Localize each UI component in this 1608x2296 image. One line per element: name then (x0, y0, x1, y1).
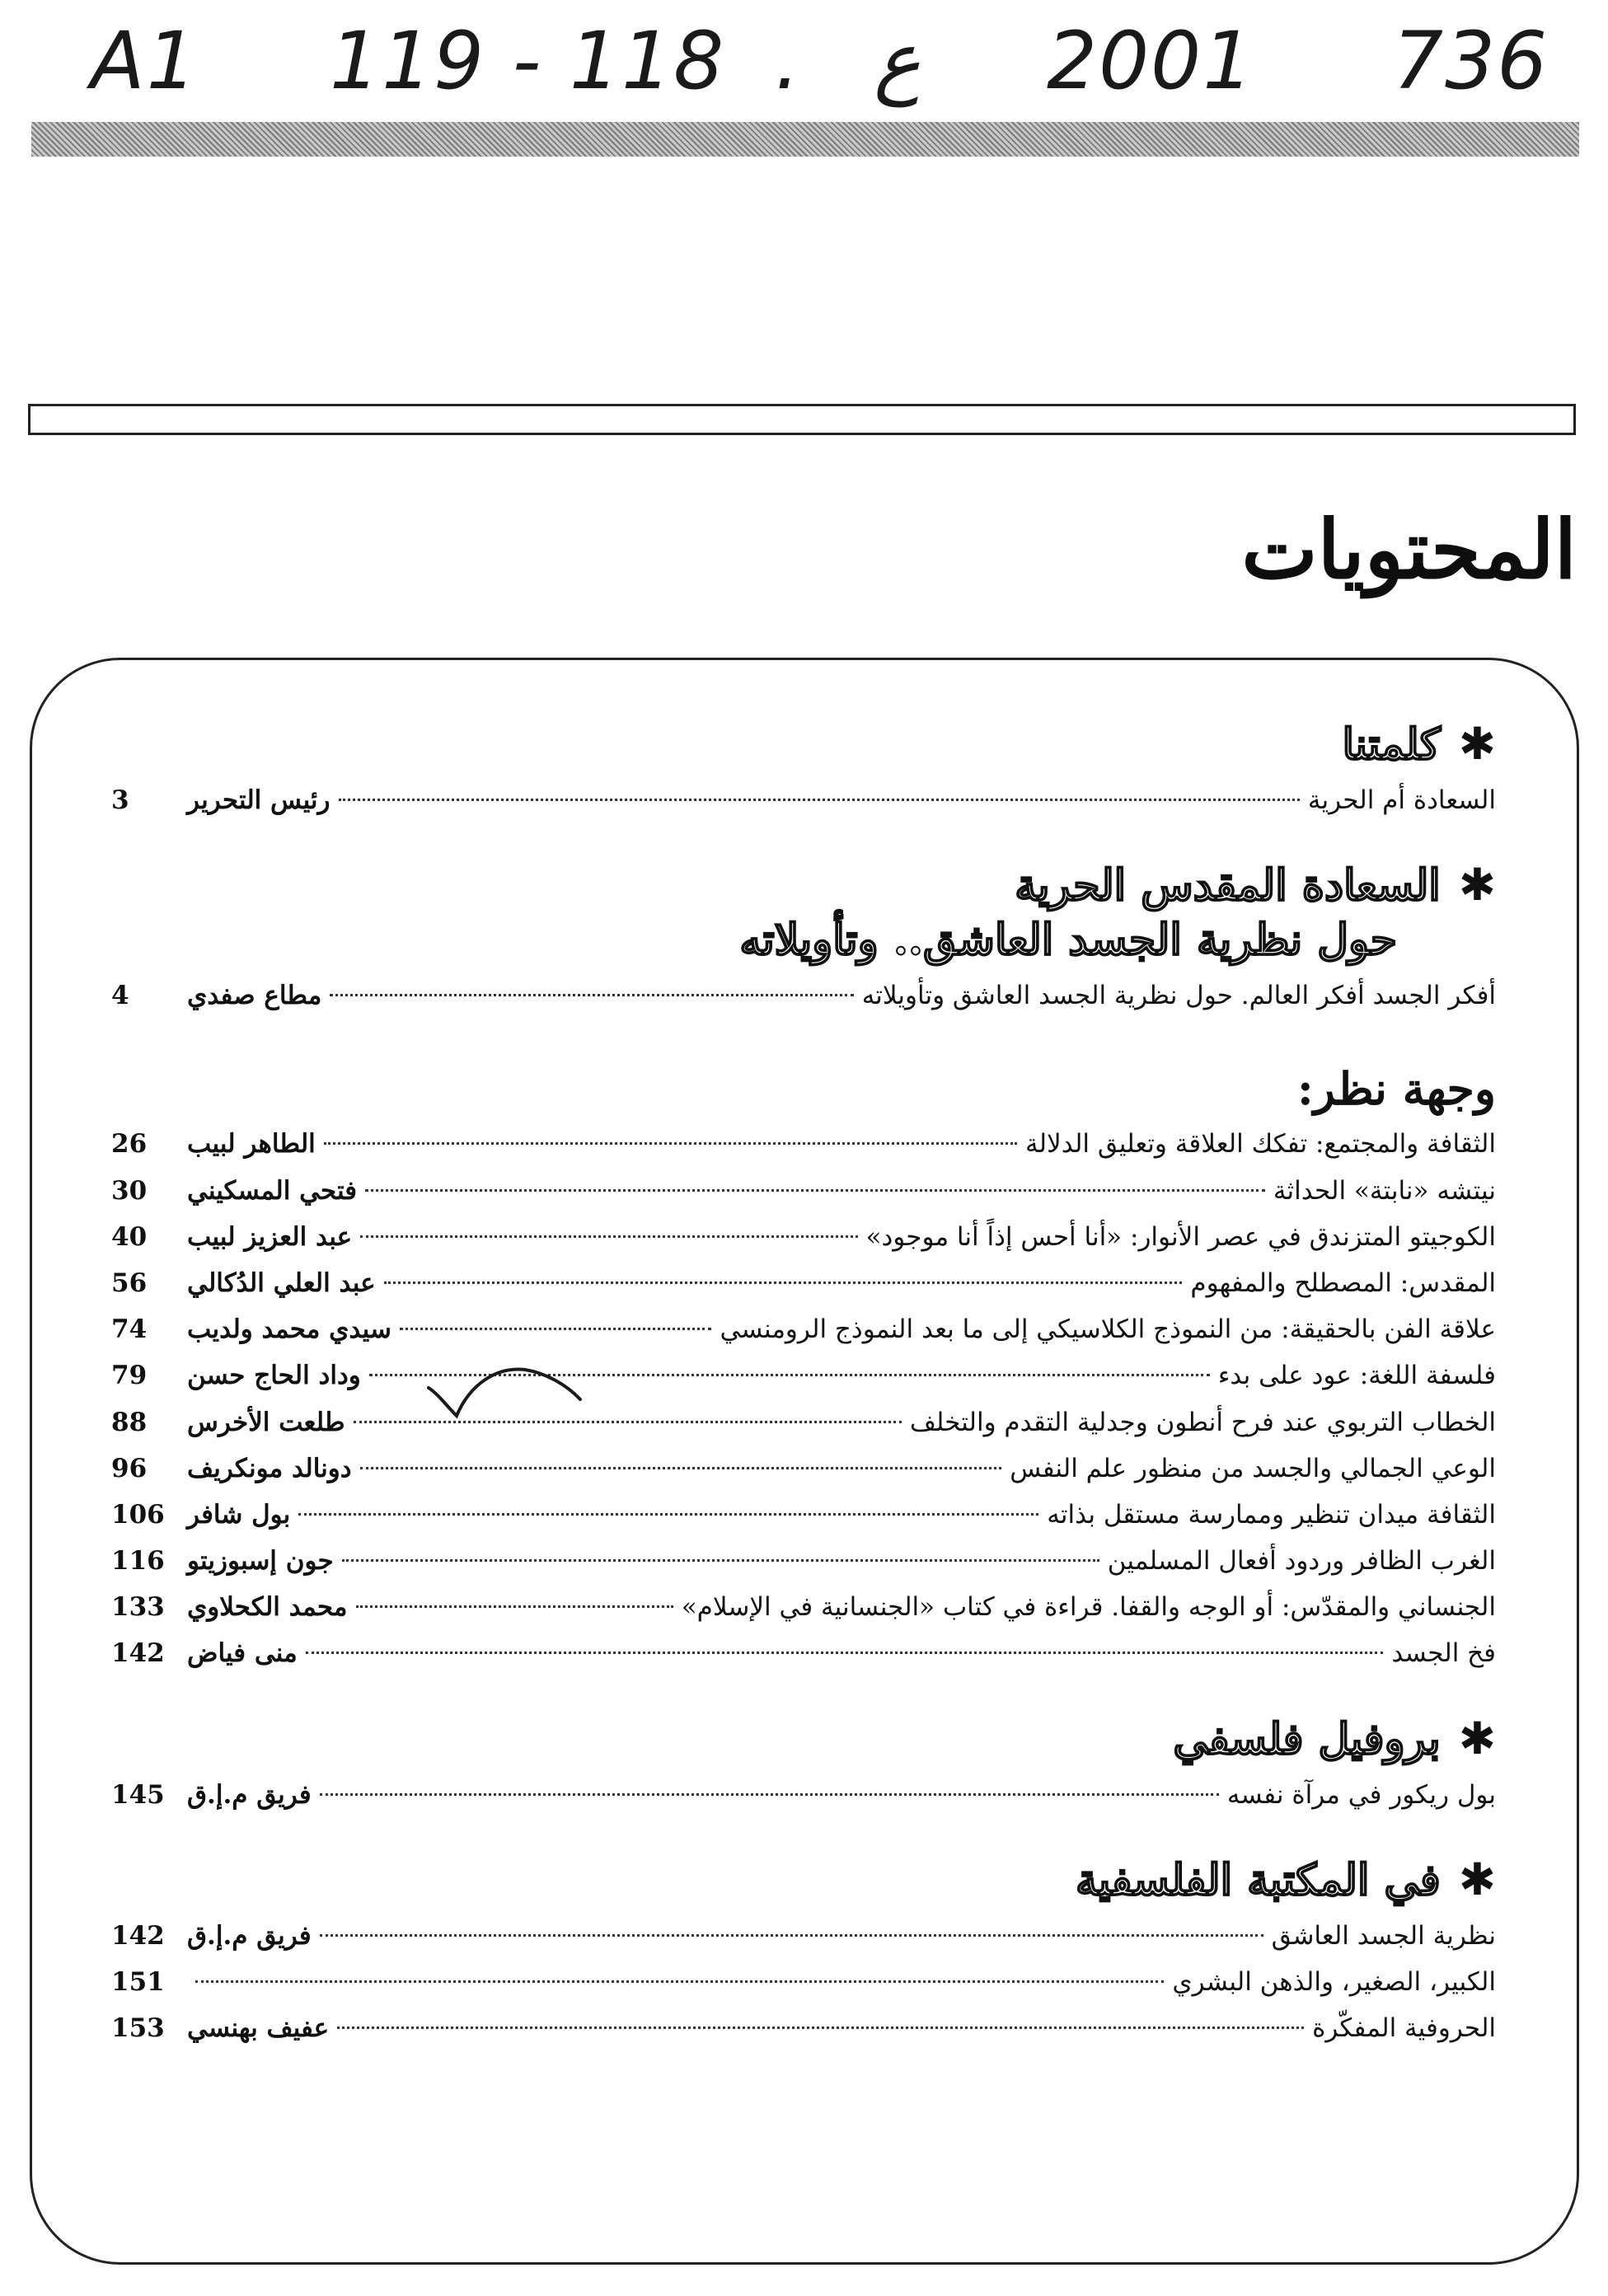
entry-author: سيدي محمد ولديب (187, 1314, 392, 1345)
dot-leader (360, 1235, 857, 1238)
toc-entry[interactable] (111, 1168, 1496, 1214)
handwritten-series: A1 (91, 15, 199, 107)
entry-title: بول ريكور في مرآة نفسه (1226, 1779, 1496, 1810)
entry-title: الحروفية المفكّرة (1312, 2013, 1496, 2044)
dot-leader (365, 1189, 1265, 1192)
entry-page-number: 3 (111, 785, 129, 815)
top-frame-bar (28, 404, 1576, 435)
toc-entry[interactable] (111, 1446, 1496, 1492)
section-heading (111, 717, 1496, 772)
section-heading-text: في المكتبة الفلسفية (1075, 1854, 1441, 1905)
section-heading (111, 1853, 1496, 1908)
dot-leader (339, 799, 1300, 801)
entry-title: الخطاب التربوي عند فرح أنطون وجدلية التقدم والتخلف (909, 1407, 1496, 1437)
asterisk-icon: ✱ (1458, 1712, 1496, 1764)
entry-author: دونالد مونكريف (187, 1453, 352, 1483)
toc-entry[interactable] (111, 2005, 1496, 2051)
entry-author: عبد العزيز لبيب (187, 1221, 353, 1252)
entry-author: طلعت الأخرس (187, 1407, 345, 1437)
entry-author: فريق م.إ.ق (187, 1779, 312, 1810)
entry-title: الغرب الظافر وردود أفعال المسلمين (1107, 1546, 1496, 1577)
dot-leader (195, 1980, 1164, 1983)
handwritten-number: 736 (1393, 15, 1549, 107)
dot-leader (298, 1513, 1038, 1516)
entry-author: بول شافر (187, 1499, 291, 1530)
section-heading (111, 1712, 1496, 1767)
entry-title: الكبير، الصغير، والذهن البشري (1172, 1967, 1496, 1997)
handwritten-letter: ع (874, 15, 921, 107)
dot-leader (324, 1142, 1017, 1145)
entry-author: عبد العلي الدُكالي (187, 1267, 376, 1298)
entry-author: الطاهر لبيب (187, 1129, 316, 1160)
dot-leader (360, 1467, 1002, 1469)
entry-title: أفكر الجسد أفكر العالم. حول نظرية الجسد العاشق وتأويلاته (861, 981, 1496, 1011)
handwritten-year: 2001 (1047, 15, 1255, 107)
dot-leader (330, 994, 853, 996)
entry-page-number: 4 (111, 981, 129, 1011)
toc-entry[interactable] (111, 1121, 1496, 1167)
toc-entry[interactable] (111, 1538, 1496, 1584)
entry-author: جون إسبوزيتو (187, 1546, 334, 1577)
entry-page-number: 145 (111, 1779, 165, 1810)
toc-entry[interactable] (111, 1913, 1496, 1959)
toc-entry[interactable] (111, 1492, 1496, 1538)
dot-leader (320, 1793, 1219, 1796)
entry-title: المقدس: المصطلح والمفهوم (1190, 1267, 1496, 1298)
entry-page-number: 88 (111, 1407, 148, 1437)
toc-entry[interactable] (111, 1959, 1496, 2005)
contents-list (111, 717, 1496, 2051)
entry-page-number: 56 (111, 1267, 148, 1298)
entry-page-number: 79 (111, 1361, 148, 1391)
entry-author: منى فياض (187, 1638, 298, 1669)
entry-title: الثقافة ميدان تنظير وممارسة مستقل بذاته (1047, 1499, 1496, 1530)
entry-page-number: 116 (111, 1546, 165, 1577)
toc-entry[interactable] (111, 777, 1496, 823)
header-hatched-band (31, 122, 1579, 157)
dot-leader (400, 1328, 711, 1330)
toc-entry[interactable] (111, 1630, 1496, 1676)
entry-author: فريق م.إ.ق (187, 1920, 312, 1951)
entry-page-number: 133 (111, 1592, 165, 1623)
entry-author: فتحي المسكيني (187, 1175, 358, 1206)
handwritten-check-mark-icon (422, 1352, 587, 1426)
section-heading-text: كلمتنا (1342, 719, 1441, 770)
entry-title: فخ الجسد (1391, 1638, 1496, 1669)
dot-leader (320, 1934, 1263, 1937)
entry-page-number: 142 (111, 1920, 165, 1951)
entry-page-number: 142 (111, 1638, 165, 1669)
asterisk-icon: ✱ (1458, 718, 1496, 770)
toc-entry[interactable] (111, 1214, 1496, 1260)
toc-entry[interactable] (111, 1584, 1496, 1630)
entry-title: الوعي الجمالي والجسد من منظور علم النفس (1010, 1453, 1496, 1483)
entry-page-number: 153 (111, 2013, 165, 2044)
entry-author: محمد الكحلاوي (187, 1592, 348, 1623)
handwritten-code (58, 15, 1549, 122)
dot-leader (384, 1282, 1183, 1284)
handwritten-issue-numbers: 119 - 118 (330, 15, 726, 107)
entry-page-number: 106 (111, 1499, 165, 1530)
section-heading-text: بروفيل فلسفي (1173, 1713, 1441, 1764)
dot-leader (337, 2027, 1304, 2029)
section-heading (111, 1061, 1496, 1116)
entry-page-number: 151 (111, 1967, 165, 1997)
entry-page-number: 26 (111, 1129, 148, 1160)
entry-title: علاقة الفن بالحقيقة: من النموذج الكلاسيكي إلى ما بعد النموذج الرومنسي (720, 1314, 1496, 1345)
entry-author: رئيس التحرير (187, 785, 331, 815)
entry-page-number: 74 (111, 1314, 148, 1345)
dot-leader (342, 1559, 1099, 1562)
entry-author: عفيف بهنسي (187, 2013, 330, 2044)
entry-title: السعادة أم الحرية (1307, 785, 1496, 815)
dot-leader (356, 1605, 673, 1608)
entry-page-number: 30 (111, 1175, 148, 1206)
entry-title: الثقافة والمجتمع: تفكك العلاقة وتعليق الدلالة (1024, 1129, 1496, 1160)
asterisk-icon: ✱ (1458, 859, 1496, 911)
toc-entry[interactable] (111, 1306, 1496, 1352)
entry-title: نظرية الجسد العاشق (1271, 1920, 1496, 1951)
section-heading (111, 858, 1496, 913)
entry-page-number: 96 (111, 1453, 148, 1483)
section-heading-text: السعادة المقدس الحرية (1015, 860, 1441, 911)
toc-entry[interactable] (111, 972, 1496, 1019)
entry-title: الكوجيتو المتزندق في عصر الأنوار: «أنا أحس إذاً أنا موجود» (865, 1221, 1496, 1252)
entry-title: الجنساني والمقدّس: أو الوجه والقفا. قراءة في كتاب «الجنسانية في الإسلام» (681, 1592, 1496, 1623)
entry-author: مطاع صفدي (187, 981, 322, 1011)
section-subheading: حول نظرية الجسد العاشق.. وتأويلاته (739, 915, 1397, 966)
toc-entry[interactable] (111, 1352, 1496, 1399)
toc-entry[interactable] (111, 1260, 1496, 1306)
entry-page-number: 40 (111, 1221, 148, 1252)
toc-entry[interactable] (111, 1772, 1496, 1818)
asterisk-icon: ✱ (1458, 1853, 1496, 1905)
entry-author: وداد الحاج حسن (187, 1361, 361, 1391)
dot-leader (306, 1652, 1384, 1654)
page-title: المحتويات (1241, 503, 1577, 597)
toc-entry[interactable] (111, 1399, 1496, 1446)
section-heading-text: وجهة نظر: (1296, 1062, 1496, 1116)
handwritten-dot: . (775, 15, 802, 107)
entry-title: فلسفة اللغة: عود على بدء (1217, 1361, 1496, 1391)
entry-title: نيتشه «نابتة» الحداثة (1273, 1175, 1496, 1206)
